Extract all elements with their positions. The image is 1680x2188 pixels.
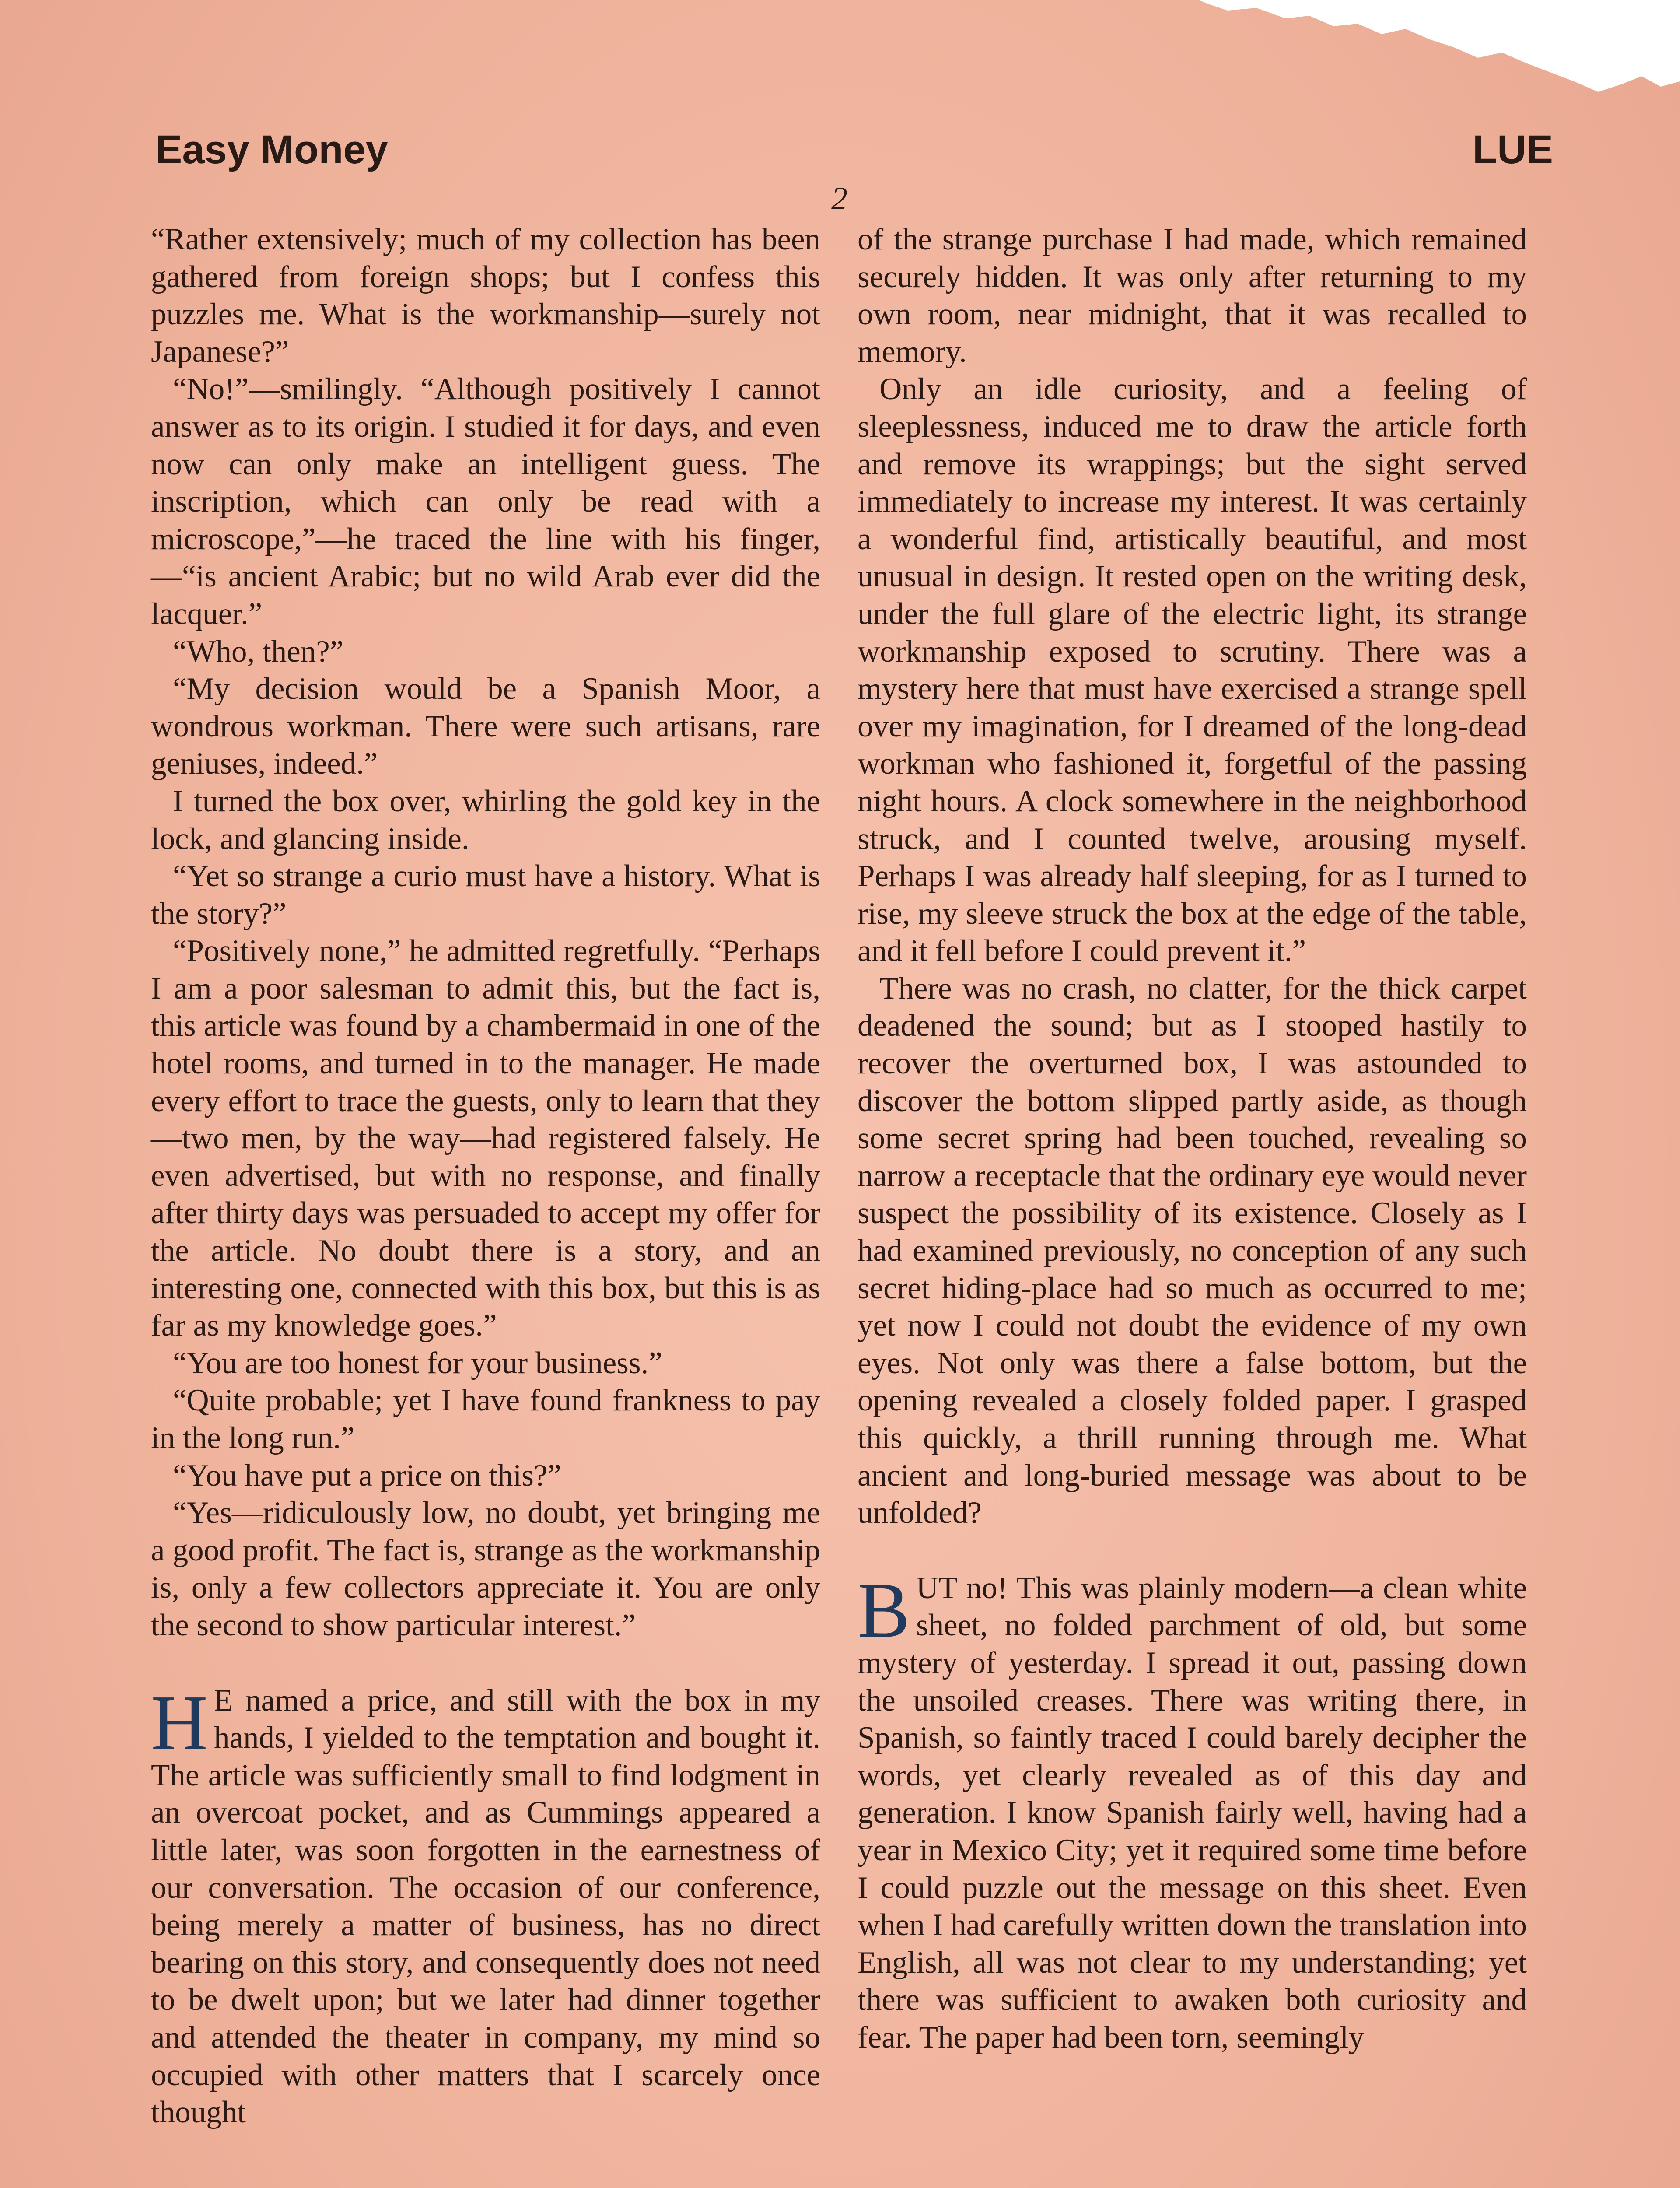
drop-cap: H bbox=[151, 1679, 208, 1766]
paragraph: “You have put a price on this?” bbox=[173, 1458, 561, 1493]
section-text: UT no! This was plainly modern—a clean white sheet, no folded parchment of old, but some mystery of yesterday. I spread it out, passing down the unsoiled creases. There was writing there, in Spanish, so faintly traced I could barely decipher the words, yet clearly revealed as of this day and generation. I know Spanish fairly well, having had a year in Mexico City; yet it required some time before I could puzzle out the message on this sheet. Even when I had carefully written down the translation into English, all was not clear to my understanding; yet there was sufficient to awaken both curiosity and fear. The paper had been torn, seemingly bbox=[858, 1571, 1527, 2055]
paragraph: “Who, then?” bbox=[173, 634, 344, 669]
paragraph: I turned the box over, whirling the gold key in the lock, and glancing inside. bbox=[151, 784, 820, 856]
paragraph: There was no crash, no clatter, for the thick carpet deadened the sound; but as I stooped hastily to recover the overturned box, I was astounded to discover the bottom slipped partly aside, as though some secret spring had been touched, revealing so narrow a receptacle that the ordinary eye would never suspect the possibility of its existence. Closely as I had examined previously, no conception of any such secret hiding-place had so much as occurred to me; yet now I could not doubt the evidence of my own eyes. Not only was there a false bottom, but the opening revealed a closely folded paper. I grasped this quickly, a thrill running through me. What ancient and long-buried message was about to be unfolded? bbox=[858, 971, 1527, 1530]
section-break bbox=[858, 1532, 1527, 1570]
paragraph: of the strange purchase I had made, which remained securely hidden. It was only after returning to my own room, near midnight, that it was recalled to memory. bbox=[858, 222, 1527, 369]
paragraph: “You are too honest for your business.” bbox=[173, 1346, 662, 1380]
section-paragraph bbox=[858, 1566, 1527, 2057]
running-head-right: LUE bbox=[1473, 127, 1553, 172]
paragraph: “Positively none,” he admitted regretfully. “Perhaps I am a poor salesman to admit this, but the fact is, this article was found by a chambermaid in one of the hotel rooms, and turned in to the manager. He made every effort to trace the guests, only to learn that they—two men, by the way—had registered falsely. He even advertised, but with no response, and finally after thirty days was persuaded to accept my offer for the article. No doubt there is a story, and an interesting one, connected with this box, but this is as far as my knowledge goes.” bbox=[151, 934, 820, 1343]
paragraph: “Quite probable; yet I have found frankness to pay in the long run.” bbox=[151, 1383, 820, 1455]
paragraph: “My decision would be a Spanish Moor, a wondrous workman. There were such artisans, rare geniuses, indeed.” bbox=[151, 672, 820, 781]
section-break bbox=[151, 1645, 820, 1682]
left-column bbox=[151, 221, 820, 2132]
paragraph: Only an idle curiosity, and a feeling of sleeplessness, induced me to draw the article forth and remove its wrappings; but the sight served immediately to increase my interest. It was certainly a wonderful find, artistically beautiful, and most unusual in design. It rested open on the writing desk, under the full glare of the electric light, its strange workmanship exposed to scrutiny. There was a mystery here that must have exercised a strange spell over my imagination, for I dreamed of the long-dead workman who fashioned it, forgetful of the passing night hours. A clock somewhere in the neighborhood struck, and I counted twelve, arousing myself. Perhaps I was already half sleeping, for as I turned to rise, my sleeve struck the box at the edge of the table, and it fell before I could prevent it.” bbox=[858, 372, 1527, 968]
right-column bbox=[858, 221, 1527, 2057]
paragraph: “Yes—ridiculously low, no doubt, yet bringing me a good profit. The fact is, strange as the workmanship is, only a few collectors appreciate it. You are only the second to show particular interest.” bbox=[151, 1496, 820, 1642]
drop-cap: B bbox=[858, 1566, 910, 1654]
section-paragraph bbox=[151, 1679, 820, 2132]
page-number: 2 bbox=[831, 181, 847, 217]
running-head-title: Easy Money bbox=[155, 127, 388, 172]
paragraph: “Rather extensively; much of my collection has been gathered from foreign shops; but I confess this puzzles me. What is the workmanship—surely not Japanese?” bbox=[151, 222, 820, 369]
section-text: E named a price, and still with the box in my hands, I yielded to the temptation and bought it. The article was sufficiently small to find lodgment in an overcoat pocket, and as Cummings appeared a little later, was soon forgotten in the earnestness of our conversation. The occasion of our conference, being merely a matter of business, has no direct bearing on this story, and consequently does not need to be dwelt upon; but we later had dinner together and attended the theater in company, my mind so occupied with other matters that I scarcely once thought bbox=[151, 1683, 820, 2130]
paragraph: “No!”—smilingly. “Although positively I cannot answer as to its origin. I studied it for days, and even now can only make an intelligent guess. The inscription, which can only be read with a microscope,”—he traced the line with his finger,—“is ancient Arabic; but no wild Arab ever did the lacquer.” bbox=[151, 372, 820, 631]
paragraph: “Yet so strange a curio must have a history. What is the story?” bbox=[151, 859, 820, 931]
